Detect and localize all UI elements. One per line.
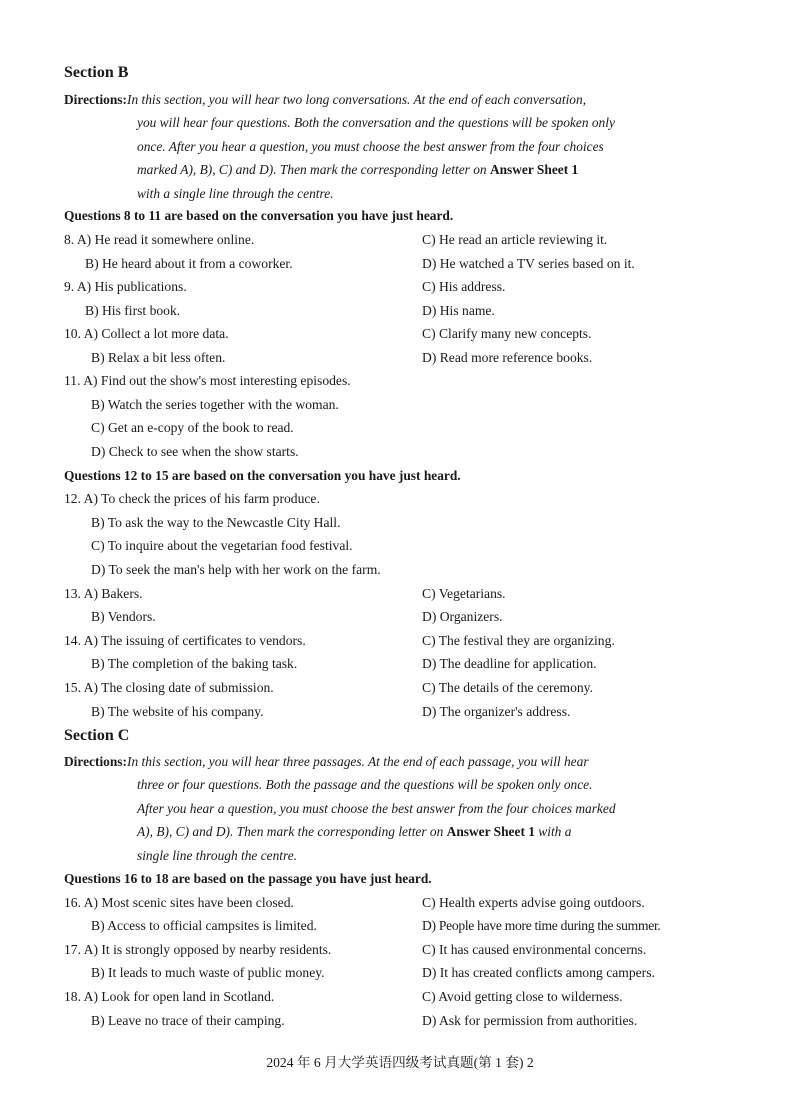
q18-option-d: D) Ask for permission from authorities. (422, 1013, 638, 1028)
q18-option-b: B) Leave no trace of their camping. (91, 1013, 285, 1028)
q14-option-c: C) The festival they are organizing. (422, 633, 615, 648)
q13-option-d: D) Organizers. (422, 609, 503, 624)
q17-option-c: C) It has caused environmental concerns. (422, 942, 647, 957)
section-b-directions-line-3: once. After you hear a question, you must choose the best answer from the four choices (137, 138, 604, 154)
q9-option-b: B) His first book. (85, 303, 181, 318)
q9-option-a: 9. A) His publications. (64, 279, 187, 294)
directions-text: A), B), C) and D). Then mark the corresponding letter on (137, 824, 447, 840)
section-c-directions-line-1 (64, 750, 734, 773)
section-b-directions-line-1 (64, 88, 734, 111)
q15-option-b: B) The website of his company. (91, 704, 264, 719)
directions-text: In this section, you will hear three passages. At the end of each passage, you will hear (126, 754, 589, 769)
q18-option-a: 18. A) Look for open land in Scotland. (64, 989, 275, 1004)
questions-8-11-header: Questions 8 to 11 are based on the conversation you have just heard. (64, 208, 454, 223)
directions-label: Directions: (64, 754, 127, 769)
section-c-directions-line-4 (64, 820, 734, 843)
q18-option-c: C) Avoid getting close to wilderness. (422, 989, 623, 1004)
q12-option-c: C) To inquire about the vegetarian food festival. (91, 538, 353, 553)
q13-option-b: B) Vendors. (91, 609, 156, 624)
q9-option-c: C) His address. (422, 279, 506, 294)
questions-12-15-header: Questions 12 to 15 are based on the conversation you have just heard. (64, 468, 461, 483)
q9-option-d: D) His name. (422, 303, 495, 318)
q17-option-b: B) It leads to much waste of public money. (91, 965, 325, 980)
q14-option-d: D) The deadline for application. (422, 656, 597, 671)
q13-option-a: 13. A) Bakers. (64, 586, 143, 601)
q11-option-a: 11. A) Find out the show's most interesting episodes. (64, 373, 351, 388)
q10-option-b: B) Relax a bit less often. (91, 350, 226, 365)
q16-option-d: D) People have more time during the summer. (422, 918, 661, 933)
page-footer: 2024 年 6 月大学英语四级考试真题(第 1 套) 2 (266, 1055, 534, 1070)
q14-option-b: B) The completion of the baking task. (91, 656, 298, 671)
directions-text: with a (534, 824, 572, 840)
section-b-directions-line-4 (64, 158, 734, 181)
q16-option-b: B) Access to official campsites is limited. (91, 918, 317, 933)
q15-option-c: C) The details of the ceremony. (422, 680, 593, 695)
section-b-directions-line-5: with a single line through the centre. (137, 185, 334, 201)
q8-option-a: 8. A) He read it somewhere online. (64, 232, 255, 247)
q10-option-a: 10. A) Collect a lot more data. (64, 326, 229, 341)
q10-option-d: D) Read more reference books. (422, 350, 593, 365)
section-c-directions (64, 750, 734, 867)
q8-option-c: C) He read an article reviewing it. (422, 232, 608, 247)
q11-option-d: D) Check to see when the show starts. (91, 444, 299, 459)
section-b-directions-line-2: you will hear four questions. Both the conversation and the questions will be spoken only (137, 115, 615, 131)
section-b-directions (64, 88, 734, 205)
q15-option-a: 15. A) The closing date of submission. (64, 680, 274, 695)
q11-option-c: C) Get an e-copy of the book to read. (91, 420, 294, 435)
section-c-directions-line-5: single line through the centre. (137, 847, 298, 863)
q8-option-d: D) He watched a TV series based on it. (422, 256, 635, 271)
q13-option-c: C) Vegetarians. (422, 586, 506, 601)
questions-16-18-header: Questions 16 to 18 are based on the passage you have just heard. (64, 871, 432, 886)
answer-sheet-label: Answer Sheet 1 (489, 162, 579, 178)
directions-label: Directions: (64, 92, 127, 107)
section-c-directions-line-3: After you hear a question, you must choose the best answer from the four choices marked (137, 800, 616, 816)
q8-option-b: B) He heard about it from a coworker. (85, 256, 293, 271)
q15-option-d: D) The organizer's address. (422, 704, 571, 719)
answer-sheet-label: Answer Sheet 1 (446, 824, 535, 840)
section-c-directions-line-2: three or four questions. Both the passage and the questions will be spoken only once. (137, 777, 593, 793)
q17-option-d: D) It has created conflicts among campers. (422, 965, 655, 980)
section-b-title: Section B (64, 64, 129, 81)
q14-option-a: 14. A) The issuing of certificates to vendors. (64, 633, 306, 648)
q11-option-b: B) Watch the series together with the woman. (91, 397, 339, 412)
q12-option-b: B) To ask the way to the Newcastle City Hall. (91, 515, 341, 530)
q16-option-c: C) Health experts advise going outdoors. (422, 895, 645, 910)
directions-text: In this section, you will hear two long conversations. At the end of each conversation, (126, 92, 587, 107)
q12-option-a: 12. A) To check the prices of his farm produce. (64, 491, 320, 506)
q10-option-c: C) Clarify many new concepts. (422, 326, 592, 341)
q16-option-a: 16. A) Most scenic sites have been closed. (64, 895, 294, 910)
q17-option-a: 17. A) It is strongly opposed by nearby residents. (64, 942, 332, 957)
section-c-title: Section C (64, 727, 130, 744)
q12-option-d: D) To seek the man's help with her work on the farm. (91, 562, 381, 577)
directions-text: marked A), B), C) and D). Then mark the corresponding letter on (137, 162, 490, 178)
